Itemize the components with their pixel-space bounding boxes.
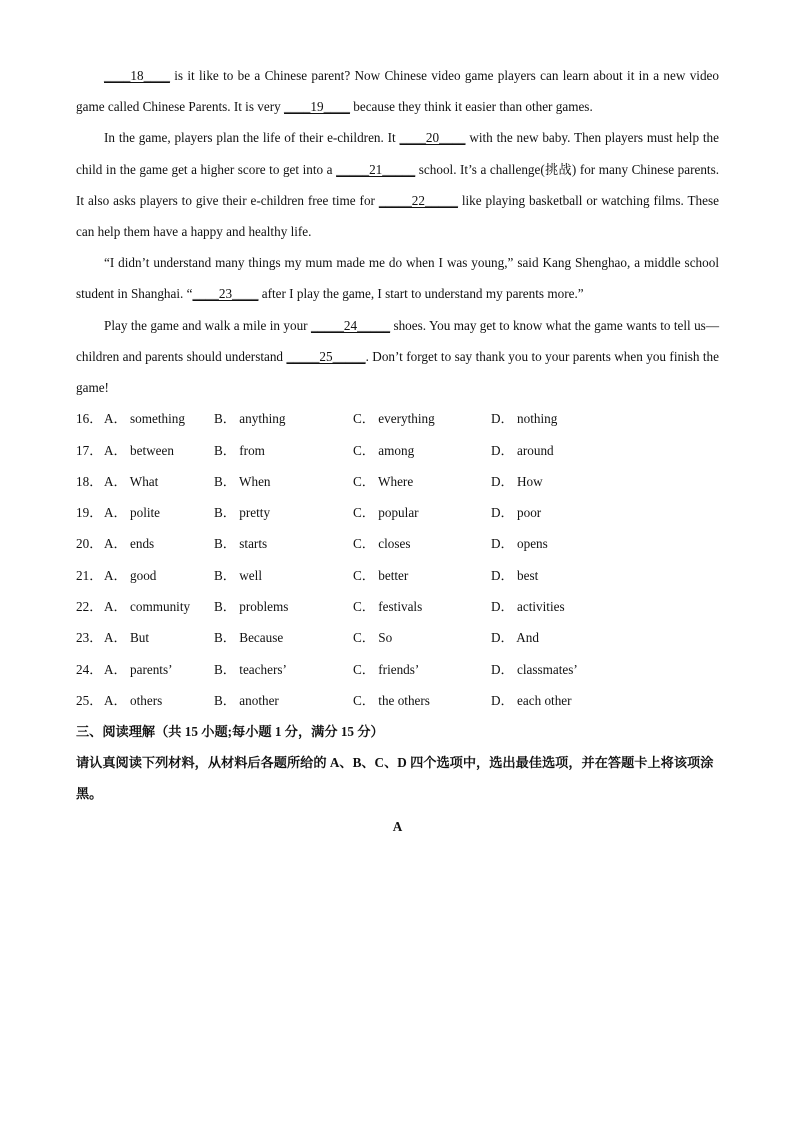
option-b: B． Because — [214, 630, 284, 646]
question-number: 17． — [76, 442, 103, 458]
question-number: 16． — [76, 411, 103, 427]
option-b: B． pretty — [214, 505, 271, 521]
cloze-passage — [76, 60, 719, 403]
section-title: 三、阅读理解（共 15 小题;每小题 1 分，满分 15 分） — [76, 724, 384, 740]
option-b: B． anything — [214, 411, 286, 427]
option-c: C． friends’ — [353, 661, 420, 677]
option-b: B． from — [214, 442, 265, 458]
answer-blank: ____18____ — [104, 68, 170, 83]
option-c: C． Where — [353, 473, 414, 489]
option-d: D． opens — [491, 536, 548, 552]
option-a: A． parents’ — [104, 661, 173, 677]
passage-heading: A — [392, 819, 403, 835]
passage-text: school. It’s a challenge(挑战) for many Chinese parents. It also asks players to give their e-children free time for — [76, 161, 720, 208]
answer-blank: ____19____ — [284, 99, 350, 115]
passage-paragraph — [76, 310, 719, 404]
passage-text: with the new baby. Then players must help the child in the game get a higher score to get into a — [76, 130, 719, 177]
question-number: 21． — [76, 567, 103, 583]
passage-text: like playing basketball or watching films. These can help them have a happy and healthy life. — [76, 192, 719, 240]
question-number: 22． — [76, 599, 103, 615]
option-a: A． What — [104, 473, 159, 489]
passage-text: shoes. You may get to know what the game wants to tell us—children and parents should understand — [76, 317, 720, 364]
answer-blank: ____23____ — [192, 286, 259, 302]
passage-text: “I didn’t understand many things my mum made me do when I was young,” said Kang Shenghao, a middle school student in Shanghai. “ — [76, 255, 719, 302]
option-c: C． better — [353, 567, 409, 583]
option-c: C． closes — [353, 536, 411, 552]
option-a: A． between — [104, 442, 174, 458]
option-b: B． teachers’ — [214, 661, 287, 677]
option-b: B． another — [214, 692, 279, 708]
option-c: C． everything — [353, 411, 435, 427]
option-d: D． classmates’ — [491, 661, 578, 677]
question-row — [76, 528, 719, 559]
option-c: C． popular — [353, 505, 419, 521]
answer-blank: _____21_____ — [336, 161, 416, 177]
question-options-list — [76, 403, 719, 716]
passage-paragraph — [76, 247, 719, 309]
option-b: B． When — [214, 473, 271, 489]
question-row — [76, 591, 719, 622]
option-a: A． others — [104, 692, 163, 708]
option-c: C． festivals — [353, 599, 423, 615]
option-b: B． starts — [214, 536, 268, 552]
option-d: D． poor — [491, 505, 542, 521]
option-a: A． something — [104, 411, 185, 427]
option-b: B． well — [214, 567, 262, 583]
option-d: D． How — [491, 473, 543, 489]
question-number: 19． — [76, 505, 103, 521]
passage-text: . Don’t forget to say thank you to your parents when you finish the game! — [76, 348, 719, 396]
option-d: D． best — [491, 567, 539, 583]
option-a: A． ends — [104, 536, 155, 552]
question-row — [76, 622, 719, 653]
answer-blank: ____20____ — [399, 130, 466, 146]
option-a: A． community — [104, 599, 191, 615]
section-instruction: 请认真阅读下列材料，从材料后各题所给的 A、B、C、D 四个选项中，选出最佳选项，并在答题卡上将该项涂黑。 — [76, 755, 714, 802]
question-row — [76, 685, 719, 716]
option-d: D． each other — [491, 692, 572, 708]
question-row — [76, 466, 719, 497]
passage-text: after I play the game, I start to understand my parents more.” — [258, 286, 584, 302]
answer-blank: _____25_____ — [286, 348, 366, 364]
question-row — [76, 560, 719, 591]
question-row — [76, 435, 719, 466]
question-row — [76, 403, 719, 434]
option-a: A． good — [104, 567, 157, 583]
passage-text: In the game, players plan the life of their e-children. It — [104, 130, 400, 146]
option-c: C． So — [353, 630, 393, 646]
passage-text: because they think it easier than other games. — [349, 99, 593, 115]
option-d: D． activities — [491, 599, 565, 615]
question-number: 18． — [76, 473, 103, 489]
option-d: D． nothing — [491, 411, 558, 427]
document-page — [76, 60, 719, 842]
passage-paragraph — [76, 60, 719, 122]
option-a: A． But — [104, 630, 150, 646]
question-number: 24． — [76, 661, 103, 677]
question-row — [76, 497, 719, 528]
answer-blank: _____24_____ — [310, 317, 391, 333]
question-number: 25． — [76, 692, 103, 708]
passage-text: Play the game and walk a mile in your — [104, 317, 311, 333]
passage-paragraph — [76, 122, 719, 247]
option-d: D． around — [491, 442, 554, 458]
question-number: 23． — [76, 630, 103, 646]
option-a: A． polite — [104, 505, 161, 521]
option-c: C． the others — [353, 692, 430, 708]
option-b: B． problems — [214, 599, 289, 615]
option-d: D． And — [491, 630, 539, 646]
question-row — [76, 654, 719, 685]
option-c: C． among — [353, 442, 415, 458]
answer-blank: _____22_____ — [378, 192, 458, 208]
passage-text: is it like to be a Chinese parent? Now Chinese video game players can learn about it in a new video game called Chinese Parents. It is very — [76, 68, 719, 115]
question-number: 20． — [76, 536, 103, 552]
